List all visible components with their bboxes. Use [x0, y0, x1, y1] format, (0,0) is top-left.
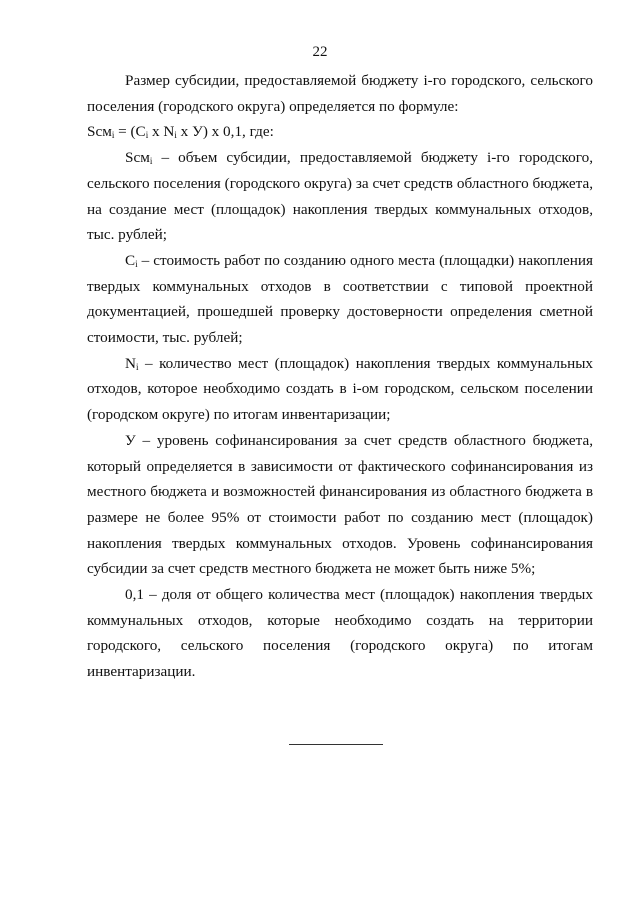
definition-symbol: У: [125, 431, 136, 449]
document-body: [87, 68, 593, 685]
definition-n: [87, 351, 593, 428]
definition-symbol: N: [125, 354, 136, 372]
definition-c: [87, 248, 593, 351]
definition-subscript: i: [135, 361, 139, 372]
definition-symbol: C: [125, 251, 136, 269]
formula-equals-c: = (C: [114, 123, 146, 141]
formula-rest: x У) x 0,1, где:: [176, 123, 274, 141]
formula-c-subscript: i: [145, 130, 149, 141]
formula-lhs-subscript: i: [111, 130, 115, 141]
subsidy-formula: [87, 119, 593, 145]
formula-lhs: Scм: [87, 123, 112, 141]
page-number: 22: [312, 44, 328, 60]
end-divider-line: [289, 744, 383, 745]
formula-n-subscript: i: [174, 130, 177, 141]
definition-text: – объем субсидии, предоставляемой бюджету i-го городского, сельского поселения (городского округа) за счет средств областного бюджета, на создание мест (площадок) накопления твердых коммунальных отходов, тыс. рублей;: [87, 149, 593, 244]
definition-symbol: 0,1: [125, 586, 144, 604]
formula-times-n: x N: [148, 123, 175, 141]
definition-symbol: Scм: [125, 149, 150, 167]
definition-u: [87, 428, 593, 582]
definition-share: [87, 582, 593, 685]
definition-text: – стоимость работ по созданию одного места (площадки) накопления твердых коммунальных отходов в соответствии с типовой проектной документацией, прошедшей проверку достоверности определения сметной стоимости, тыс. рублей;: [87, 251, 593, 347]
intro-paragraph: Размер субсидии, предоставляемой бюджету i-го городского, сельского поселения (городского округа) определяется по формуле:: [87, 72, 593, 115]
definition-scm: [87, 145, 593, 248]
definition-text: – доля от общего количества мест (площадок) накопления твердых коммунальных отходов, которые необходимо создать на территории городского, сельского поселения (городского округа) по итогам инвентаризации.: [87, 586, 593, 681]
definition-text: – количество мест (площадок) накопления твердых коммунальных отходов, которое необходимо создать в i-ом городском, сельском поселении (городском округе) по итогам инвентаризации;: [87, 354, 593, 424]
definition-subscript: i: [135, 258, 138, 269]
definition-subscript: i: [149, 156, 153, 167]
definition-text: – уровень софинансирования за счет средств областного бюджета, который определяется в зависимости от фактического софинансирования из местного бюджета и возможностей финансирования из областного бюджета в размере не более 95% от стоимости работ по созданию мест (площадок) накопления твердых коммунальных отходов. Уровень софинансирования субсидии за счет средств местного бюджета не может быть ниже 5%;: [87, 431, 593, 578]
